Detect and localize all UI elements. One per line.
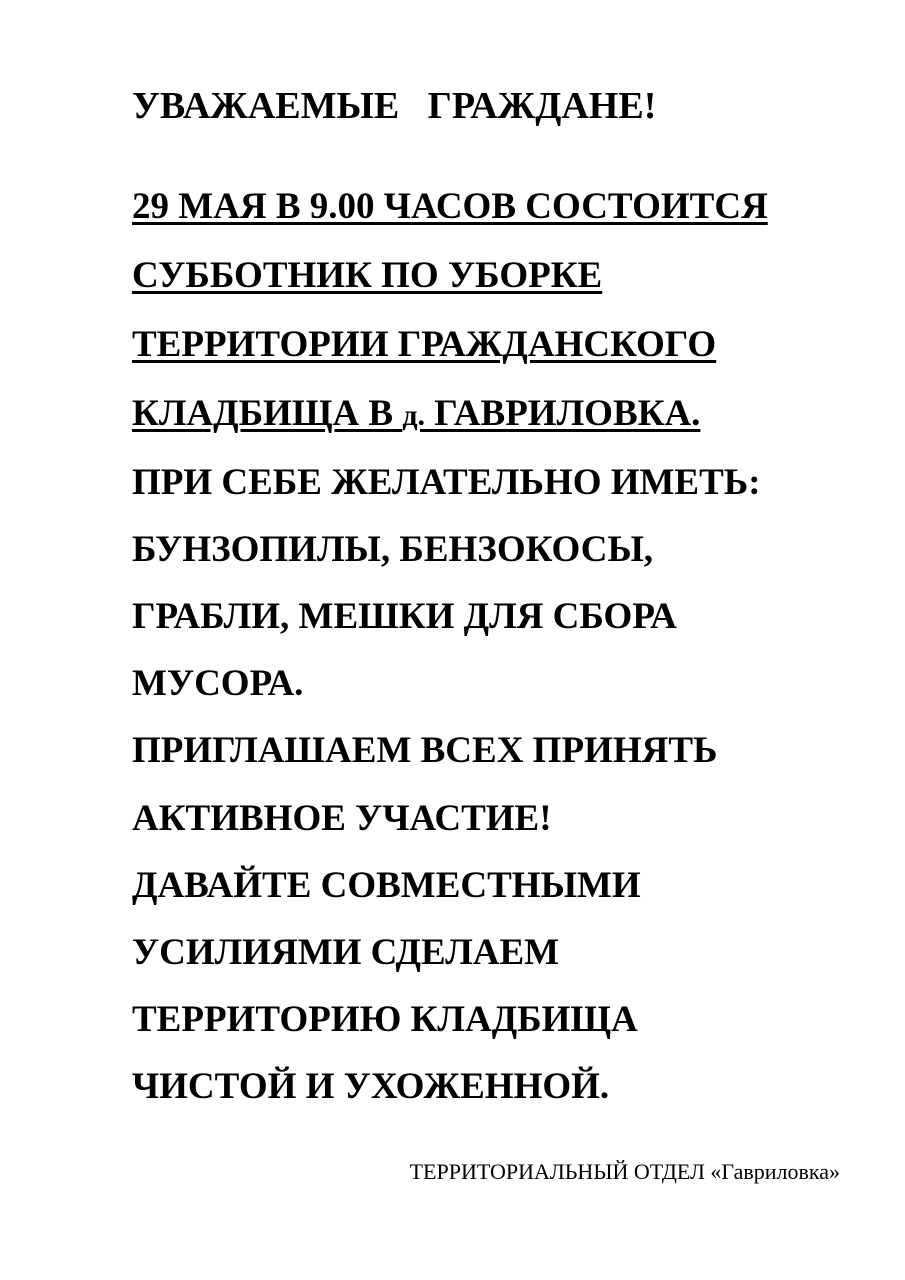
announcement-line-3: ТЕРРИТОРИИ ГРАЖДАНСКОГО [132,324,717,365]
body-line-5: ПРИГЛАШАЕМ ВСЕХ ПРИНЯТЬ [132,730,718,771]
village-abbreviation: д. [402,399,426,432]
body-line-6: АКТИВНОЕ УЧАСТИЕ! [132,798,552,839]
announcement-line-4 [132,392,700,436]
body-line-1: ПРИ СЕБЕ ЖЕЛАТЕЛЬНО ИМЕТЬ: [132,462,761,503]
announcement-line-4-end: ГАВРИЛОВКА. [425,393,701,434]
body-line-2: БУНЗОПИЛЫ, БЕНЗОКОСЫ, [132,529,654,570]
body-line-10: ЧИСТОЙ И УХОЖЕННОЙ. [132,1066,610,1107]
body-line-4: МУСОРА. [132,663,304,704]
body-line-3: ГРАБЛИ, МЕШКИ ДЛЯ СБОРА [132,596,677,637]
body-line-7: ДАВАЙТЕ СОВМЕСТНЫМИ [132,865,641,906]
signature-department: ТЕРРИТОРИАЛЬНЫЙ ОТДЕЛ «Гавриловка» [409,1159,840,1184]
notice-greeting: УВАЖАЕМЫЕ ГРАЖДАНЕ! [132,85,657,127]
announcement-line-2: СУББОТНИК ПО УБОРКЕ [132,255,603,296]
body-line-8: УСИЛИЯМИ СДЕЛАЕМ [132,932,560,973]
announcement-line-4-start: КЛАДБИЩА В [132,393,403,434]
announcement-line-1: 29 МАЯ В 9.00 ЧАСОВ СОСТОИТСЯ [132,186,768,227]
body-line-9: ТЕРРИТОРИЮ КЛАДБИЩА [132,999,638,1040]
